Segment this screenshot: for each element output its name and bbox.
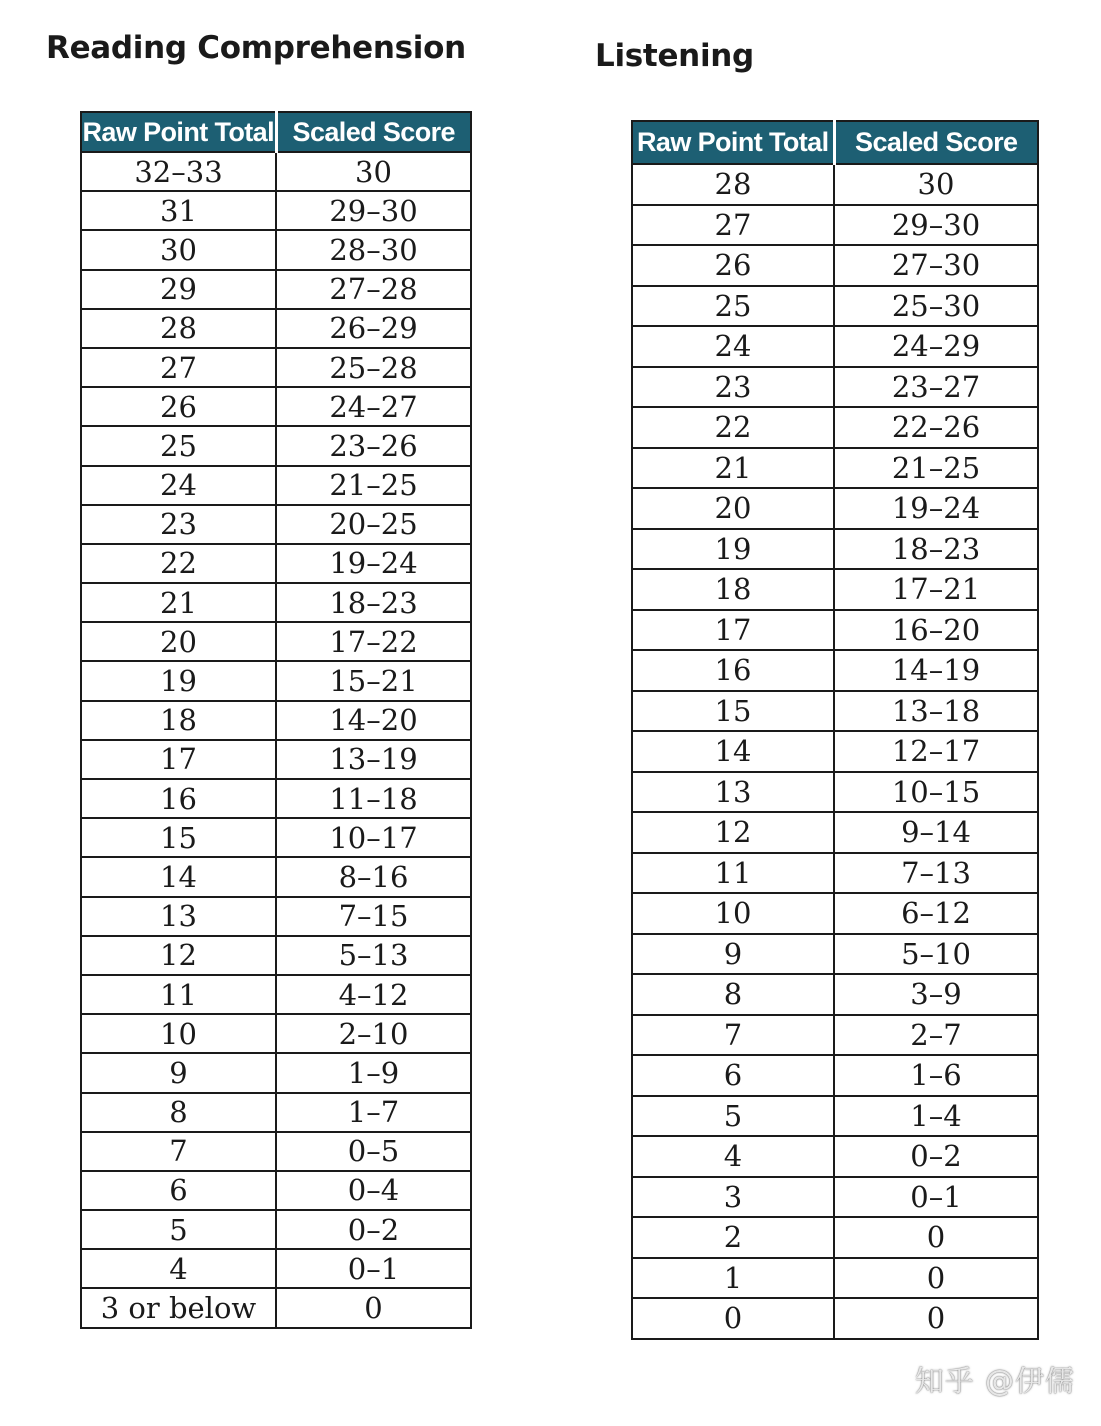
table-row — [81, 857, 471, 896]
table-row — [632, 569, 1038, 610]
scaled-score-cell: 4–12 — [276, 975, 471, 1014]
scaled-score-cell: 30 — [276, 152, 471, 191]
scaled-score-cell: 29–30 — [834, 205, 1038, 246]
scaled-score-cell: 29–30 — [276, 191, 471, 230]
table-row — [632, 772, 1038, 813]
table-row — [632, 691, 1038, 732]
scaled-score-cell: 23–26 — [276, 426, 471, 465]
raw-point-cell: 13 — [81, 897, 276, 936]
raw-point-cell: 26 — [81, 387, 276, 426]
table-row — [81, 740, 471, 779]
table-row — [632, 488, 1038, 529]
table-row — [81, 270, 471, 309]
raw-point-cell: 22 — [632, 407, 834, 448]
table-row — [81, 1093, 471, 1132]
watermark: 知乎 @伊儒 — [914, 1364, 1075, 1398]
raw-point-cell: 17 — [632, 610, 834, 651]
scaled-score-cell: 23–27 — [834, 367, 1038, 408]
scaled-score-cell: 1–7 — [276, 1093, 471, 1132]
raw-point-cell: 9 — [81, 1053, 276, 1092]
table-row — [632, 1217, 1038, 1258]
scaled-score-cell: 19–24 — [276, 544, 471, 583]
raw-point-cell: 21 — [81, 583, 276, 622]
listening-score-table — [631, 120, 1039, 1340]
table-row — [632, 326, 1038, 367]
raw-point-cell: 32–33 — [81, 152, 276, 191]
raw-point-total-header: Raw Point Total — [632, 121, 834, 164]
scaled-score-cell: 5–13 — [276, 936, 471, 975]
raw-point-cell: 26 — [632, 245, 834, 286]
scaled-score-cell: 8–16 — [276, 857, 471, 896]
scaled-score-cell: 1–4 — [834, 1096, 1038, 1137]
raw-point-cell: 14 — [632, 731, 834, 772]
reading-score-table — [80, 111, 472, 1329]
table-header-row — [81, 112, 471, 152]
table-row — [81, 1249, 471, 1288]
scaled-score-header: Scaled Score — [834, 121, 1038, 164]
raw-point-cell: 21 — [632, 448, 834, 489]
table-row — [632, 205, 1038, 246]
scaled-score-cell: 0–1 — [834, 1177, 1038, 1218]
table-header-row — [632, 121, 1038, 164]
scaled-score-cell: 1–6 — [834, 1055, 1038, 1096]
scaled-score-cell: 14–19 — [834, 650, 1038, 691]
scaled-score-cell: 17–21 — [834, 569, 1038, 610]
raw-point-cell: 12 — [632, 812, 834, 853]
scaled-score-cell: 16–20 — [834, 610, 1038, 651]
raw-point-cell: 29 — [81, 270, 276, 309]
raw-point-cell: 11 — [632, 853, 834, 894]
table-row — [81, 309, 471, 348]
scaled-score-cell: 18–23 — [276, 583, 471, 622]
table-row — [81, 583, 471, 622]
table-row — [81, 1210, 471, 1249]
table-row — [632, 1055, 1038, 1096]
scaled-score-cell: 28–30 — [276, 230, 471, 269]
raw-point-cell: 15 — [632, 691, 834, 732]
raw-point-cell: 10 — [81, 1014, 276, 1053]
table-row — [81, 1053, 471, 1092]
scaled-score-cell: 6–12 — [834, 893, 1038, 934]
raw-point-cell: 6 — [81, 1171, 276, 1210]
table-row — [632, 812, 1038, 853]
table-row — [632, 731, 1038, 772]
raw-point-cell: 3 or below — [81, 1288, 276, 1327]
raw-point-cell: 14 — [81, 857, 276, 896]
scaled-score-cell: 10–17 — [276, 818, 471, 857]
raw-point-total-header: Raw Point Total — [81, 112, 276, 152]
scaled-score-cell: 0 — [834, 1258, 1038, 1299]
raw-point-cell: 6 — [632, 1055, 834, 1096]
raw-point-cell: 5 — [81, 1210, 276, 1249]
raw-point-cell: 16 — [81, 779, 276, 818]
scaled-score-cell: 7–13 — [834, 853, 1038, 894]
scaled-score-cell: 27–30 — [834, 245, 1038, 286]
raw-point-cell: 16 — [632, 650, 834, 691]
raw-point-cell: 10 — [632, 893, 834, 934]
scaled-score-cell: 21–25 — [834, 448, 1038, 489]
scaled-score-cell: 2–10 — [276, 1014, 471, 1053]
table-row — [81, 975, 471, 1014]
scaled-score-cell: 0–4 — [276, 1171, 471, 1210]
table-row — [81, 779, 471, 818]
scaled-score-cell: 25–28 — [276, 348, 471, 387]
scaled-score-cell: 21–25 — [276, 466, 471, 505]
table-row — [632, 529, 1038, 570]
raw-point-cell: 12 — [81, 936, 276, 975]
scaled-score-cell: 7–15 — [276, 897, 471, 936]
scaled-score-cell: 0 — [834, 1217, 1038, 1258]
scaled-score-cell: 1–9 — [276, 1053, 471, 1092]
listening-title: Listening — [595, 38, 754, 74]
table-row — [632, 1258, 1038, 1299]
scaled-score-header: Scaled Score — [276, 112, 471, 152]
table-row — [81, 426, 471, 465]
raw-point-cell: 30 — [81, 230, 276, 269]
table-row — [632, 164, 1038, 205]
raw-point-cell: 17 — [81, 740, 276, 779]
table-row — [632, 286, 1038, 327]
raw-point-cell: 0 — [632, 1298, 834, 1339]
table-row — [81, 387, 471, 426]
scaled-score-cell: 9–14 — [834, 812, 1038, 853]
scaled-score-cell: 30 — [834, 164, 1038, 205]
raw-point-cell: 25 — [632, 286, 834, 327]
table-row — [81, 1014, 471, 1053]
table-row — [632, 1136, 1038, 1177]
table-row — [81, 152, 471, 191]
scaled-score-cell: 0 — [276, 1288, 471, 1327]
raw-point-cell: 20 — [81, 622, 276, 661]
raw-point-cell: 23 — [632, 367, 834, 408]
scaled-score-cell: 15–21 — [276, 661, 471, 700]
raw-point-cell: 11 — [81, 975, 276, 1014]
table-row — [632, 1177, 1038, 1218]
table-row — [81, 622, 471, 661]
raw-point-cell: 28 — [81, 309, 276, 348]
scaled-score-cell: 13–19 — [276, 740, 471, 779]
table-row — [632, 893, 1038, 934]
scaled-score-cell: 25–30 — [834, 286, 1038, 327]
scaled-score-cell: 0 — [834, 1298, 1038, 1339]
table-row — [81, 818, 471, 857]
raw-point-cell: 22 — [81, 544, 276, 583]
table-row — [81, 897, 471, 936]
table-row — [632, 245, 1038, 286]
scaled-score-cell: 24–27 — [276, 387, 471, 426]
raw-point-cell: 7 — [81, 1132, 276, 1171]
scaled-score-cell: 20–25 — [276, 505, 471, 544]
raw-point-cell: 4 — [81, 1249, 276, 1288]
scaled-score-cell: 2–7 — [834, 1015, 1038, 1056]
table-row — [81, 661, 471, 700]
table-row — [81, 1132, 471, 1171]
scaled-score-cell: 19–24 — [834, 488, 1038, 529]
scaled-score-cell: 13–18 — [834, 691, 1038, 732]
scaled-score-cell: 3–9 — [834, 974, 1038, 1015]
raw-point-cell: 15 — [81, 818, 276, 857]
table-row — [632, 1096, 1038, 1137]
table-row — [81, 1288, 471, 1327]
raw-point-cell: 1 — [632, 1258, 834, 1299]
table-row — [632, 853, 1038, 894]
scaled-score-cell: 14–20 — [276, 701, 471, 740]
table-row — [81, 701, 471, 740]
table-row — [81, 1171, 471, 1210]
raw-point-cell: 4 — [632, 1136, 834, 1177]
table-row — [81, 348, 471, 387]
raw-point-cell: 5 — [632, 1096, 834, 1137]
scaled-score-cell: 0–5 — [276, 1132, 471, 1171]
raw-point-cell: 13 — [632, 772, 834, 813]
scaled-score-cell: 5–10 — [834, 934, 1038, 975]
raw-point-cell: 8 — [81, 1093, 276, 1132]
table-row — [81, 544, 471, 583]
table-row — [632, 448, 1038, 489]
table-row — [632, 974, 1038, 1015]
reading-comprehension-title: Reading Comprehension — [46, 30, 466, 66]
table-row — [632, 367, 1038, 408]
raw-point-cell: 18 — [81, 701, 276, 740]
raw-point-cell: 18 — [632, 569, 834, 610]
raw-point-cell: 24 — [632, 326, 834, 367]
table-row — [81, 936, 471, 975]
table-row — [632, 934, 1038, 975]
table-row — [81, 466, 471, 505]
table-row — [632, 610, 1038, 651]
listening-table-body — [632, 164, 1038, 1339]
table-row — [632, 1298, 1038, 1339]
table-row — [632, 1015, 1038, 1056]
raw-point-cell: 3 — [632, 1177, 834, 1218]
raw-point-cell: 27 — [81, 348, 276, 387]
raw-point-cell: 20 — [632, 488, 834, 529]
scaled-score-cell: 18–23 — [834, 529, 1038, 570]
table-row — [81, 505, 471, 544]
raw-point-cell: 8 — [632, 974, 834, 1015]
scaled-score-cell: 24–29 — [834, 326, 1038, 367]
table-row — [81, 230, 471, 269]
raw-point-cell: 23 — [81, 505, 276, 544]
raw-point-cell: 25 — [81, 426, 276, 465]
raw-point-cell: 31 — [81, 191, 276, 230]
raw-point-cell: 28 — [632, 164, 834, 205]
table-row — [81, 191, 471, 230]
scaled-score-cell: 11–18 — [276, 779, 471, 818]
scaled-score-cell: 0–1 — [276, 1249, 471, 1288]
scaled-score-cell: 17–22 — [276, 622, 471, 661]
scaled-score-cell: 0–2 — [276, 1210, 471, 1249]
raw-point-cell: 19 — [81, 661, 276, 700]
raw-point-cell: 24 — [81, 466, 276, 505]
table-row — [632, 650, 1038, 691]
scaled-score-cell: 22–26 — [834, 407, 1038, 448]
scaled-score-cell: 26–29 — [276, 309, 471, 348]
reading-table-body — [81, 152, 471, 1328]
raw-point-cell: 9 — [632, 934, 834, 975]
scaled-score-cell: 0–2 — [834, 1136, 1038, 1177]
table-row — [632, 407, 1038, 448]
raw-point-cell: 27 — [632, 205, 834, 246]
scaled-score-cell: 12–17 — [834, 731, 1038, 772]
raw-point-cell: 2 — [632, 1217, 834, 1258]
scaled-score-cell: 27–28 — [276, 270, 471, 309]
raw-point-cell: 7 — [632, 1015, 834, 1056]
raw-point-cell: 19 — [632, 529, 834, 570]
scaled-score-cell: 10–15 — [834, 772, 1038, 813]
